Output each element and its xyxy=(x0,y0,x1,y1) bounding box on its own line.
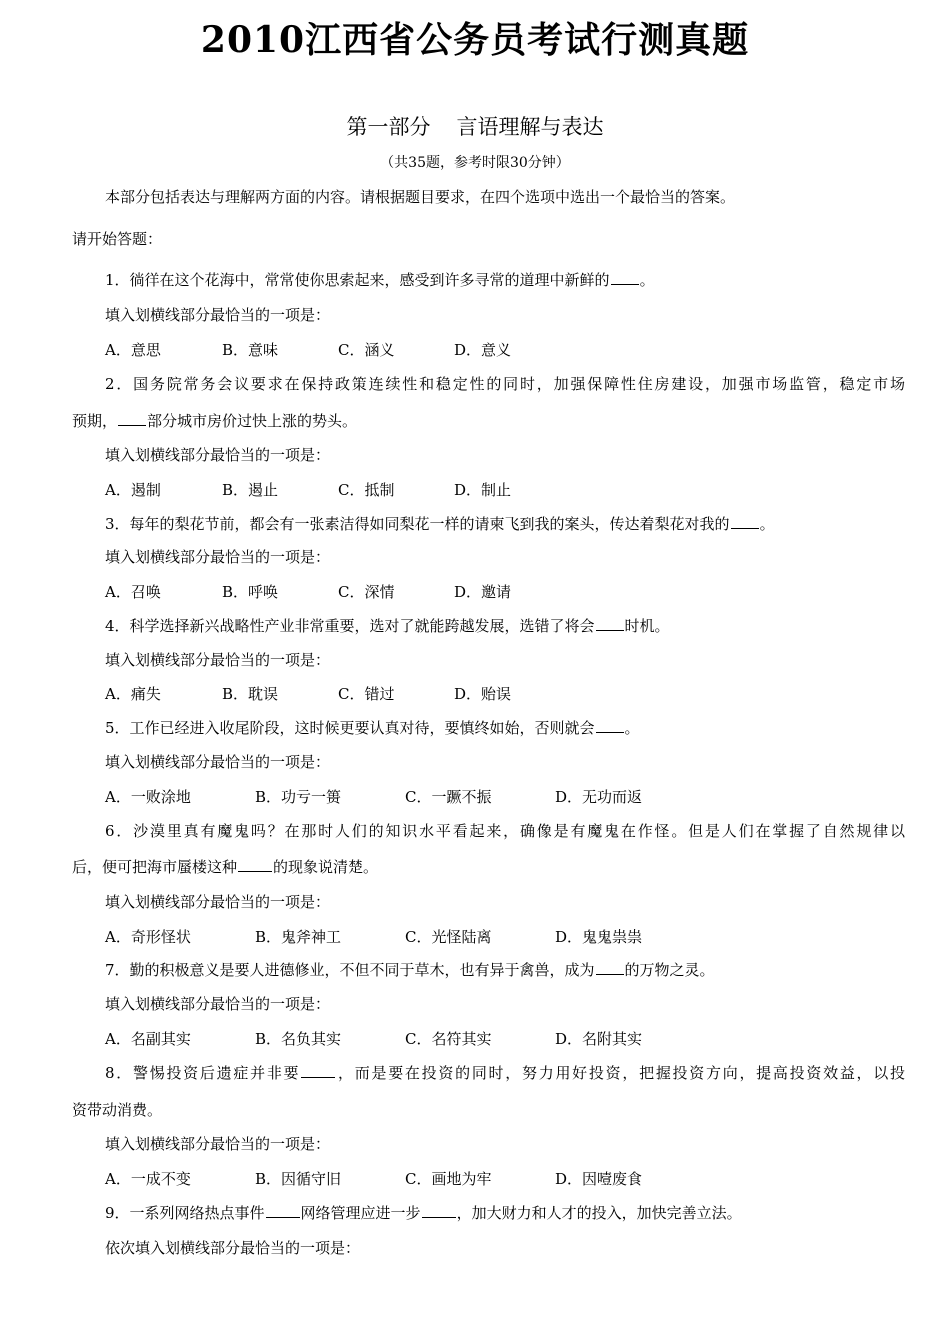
question-2-cont: 预期， 部分城市房价过快上涨的势头。 xyxy=(72,412,358,430)
page-title: 2010江西省公务员考试行测真题 xyxy=(200,19,750,61)
option-c: C．画地为牢 xyxy=(405,1170,492,1188)
section-part: 第一部分 xyxy=(346,115,431,139)
option-d: D．意义 xyxy=(454,341,512,359)
question-prompt: 填入划横线部分最恰当的一项是： xyxy=(105,995,331,1013)
option-d: D．因噎废食 xyxy=(555,1170,643,1188)
question-1: 1．徜徉在这个花海中，常常使你思索起来，感受到许多寻常的道理中新鲜的 。 xyxy=(105,271,655,289)
question-5: 5．工作已经进入收尾阶段，这时候更要认真对待，要慎终如始，否则就会 。 xyxy=(105,719,640,737)
question-prompt: 填入划横线部分最恰当的一项是： xyxy=(105,893,331,911)
question-prompt: 填入划横线部分最恰当的一项是： xyxy=(105,306,331,324)
question-6: 6．沙漠里真有魔鬼吗？在那时人们的知识水平看起来，确像是有魔鬼在作怪。但是人们在掌握了自然规律以 xyxy=(105,822,905,840)
answer-blank xyxy=(596,959,624,975)
answer-blank xyxy=(596,615,624,631)
option-b: B．呼唤 xyxy=(222,583,279,601)
option-b: B．因循守旧 xyxy=(255,1170,342,1188)
option-d: D．制止 xyxy=(454,481,512,499)
question-prompt: 填入划横线部分最恰当的一项是： xyxy=(105,1135,331,1153)
option-a: A．奇形怪状 xyxy=(105,928,191,946)
option-a: A．一成不变 xyxy=(105,1170,191,1188)
option-a: A．召唤 xyxy=(105,583,161,601)
option-b: B．意味 xyxy=(222,341,279,359)
option-d: D．无功而返 xyxy=(555,788,643,806)
question-9: 9．一系列网络热点事件 网络管理应进一步 ，加大财力和人才的投入，加快完善立法。 xyxy=(105,1204,742,1222)
option-d: D．鬼鬼祟祟 xyxy=(555,928,643,946)
option-a: A．痛失 xyxy=(105,685,161,703)
answer-blank xyxy=(731,513,759,529)
question-3: 3．每年的梨花节前，都会有一张素洁得如同梨花一样的请柬飞到我的案头，传达着梨花对我的 。 xyxy=(105,515,775,533)
option-d: D．邀请 xyxy=(454,583,512,601)
start-text: 请开始答题： xyxy=(72,230,163,248)
question-prompt: 填入划横线部分最恰当的一项是： xyxy=(105,651,331,669)
answer-blank xyxy=(238,856,272,872)
option-b: B．名负其实 xyxy=(255,1030,342,1048)
option-c: C．涵义 xyxy=(338,341,395,359)
intro-text: 本部分包括表达与理解两方面的内容。请根据题目要求，在四个选项中选出一个最恰当的答案。 xyxy=(105,188,736,206)
option-a: A．遏制 xyxy=(105,481,161,499)
answer-blank xyxy=(301,1062,335,1078)
answer-blank xyxy=(611,269,639,285)
option-d: D．贻误 xyxy=(454,685,512,703)
option-b: B．遏止 xyxy=(222,481,279,499)
option-a: A．意思 xyxy=(105,341,161,359)
option-c: C．抵制 xyxy=(338,481,395,499)
question-prompt: 填入划横线部分最恰当的一项是： xyxy=(105,753,331,771)
question-2: 2．国务院常务会议要求在保持政策连续性和稳定性的同时，加强保障性住房建设，加强市场监管，稳定市场 xyxy=(105,375,905,393)
option-b: B．耽误 xyxy=(222,685,279,703)
option-c: C．一蹶不振 xyxy=(405,788,492,806)
answer-blank xyxy=(118,410,146,426)
answer-blank xyxy=(596,717,624,733)
option-d: D．名附其实 xyxy=(555,1030,643,1048)
question-8: 8．警惕投资后遗症并非要 ，而是要在投资的同时，努力用好投资，把握投资方向，提高投资效益，以投 xyxy=(105,1064,905,1082)
option-c: C．光怪陆离 xyxy=(405,928,492,946)
option-c: C．名符其实 xyxy=(405,1030,492,1048)
answer-blank xyxy=(422,1202,456,1218)
question-4: 4．科学选择新兴战略性产业非常重要，选对了就能跨越发展，选错了将会 时机。 xyxy=(105,617,670,635)
answer-blank xyxy=(266,1202,300,1218)
question-prompt-multi: 依次填入划横线部分最恰当的一项是： xyxy=(105,1239,361,1257)
question-8-cont: 资带动消费。 xyxy=(72,1101,163,1119)
section-heading xyxy=(0,112,950,142)
option-a: A．名副其实 xyxy=(105,1030,191,1048)
time-note: （共35题，参考时限30分钟） xyxy=(380,155,570,171)
option-c: C．错过 xyxy=(338,685,395,703)
question-6-cont: 后，便可把海市蜃楼这种 的现象说清楚。 xyxy=(72,858,379,876)
option-b: B．功亏一篑 xyxy=(255,788,342,806)
question-prompt: 填入划横线部分最恰当的一项是： xyxy=(105,548,331,566)
question-prompt: 填入划横线部分最恰当的一项是： xyxy=(105,446,331,464)
question-7: 7．勤的积极意义是要人进德修业，不但不同于草木，也有异于禽兽，成为 的万物之灵。 xyxy=(105,961,715,979)
section-name: 言语理解与表达 xyxy=(456,115,604,139)
option-a: A．一败涂地 xyxy=(105,788,191,806)
option-c: C．深情 xyxy=(338,583,395,601)
option-b: B．鬼斧神工 xyxy=(255,928,342,946)
